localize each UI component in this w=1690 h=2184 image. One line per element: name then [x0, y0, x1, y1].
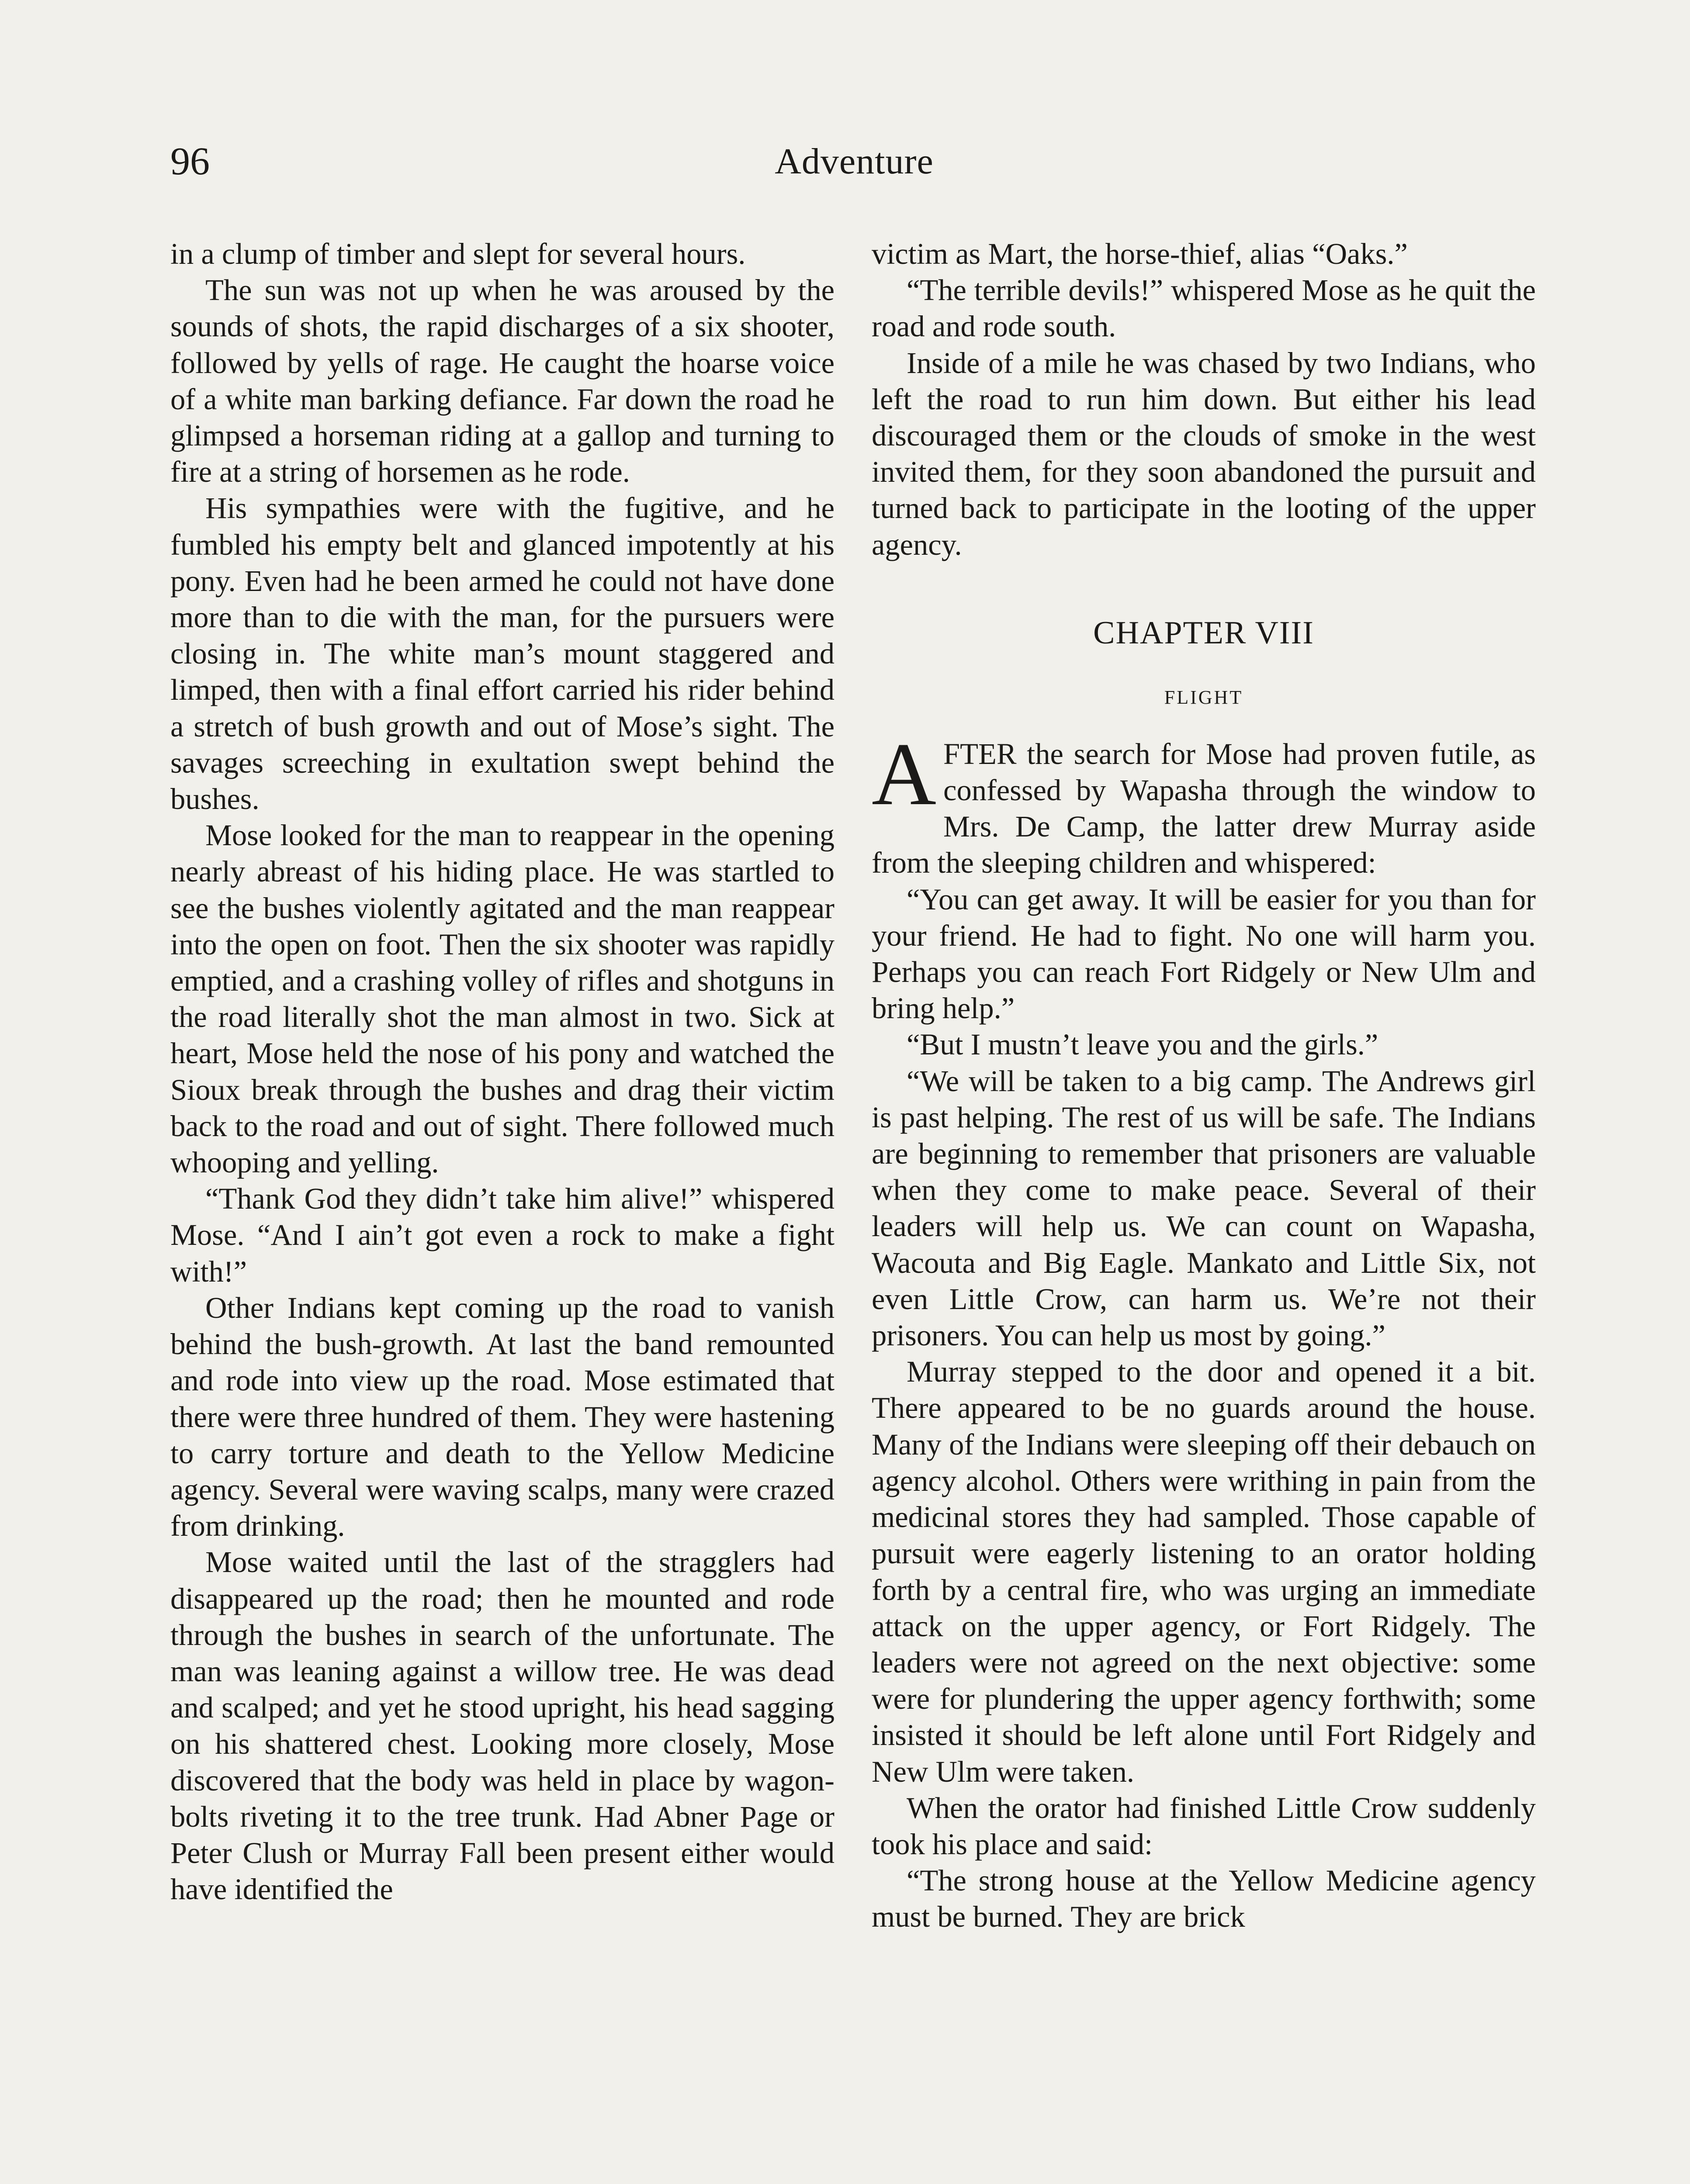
paragraph: Mose looked for the man to reappear in the opening nearly abreast of his hiding place. He was startled to see the bushes violently agitated and the man reappear into the open on foot. Then the six shooter was rapidly emptied, and a crashing volley of rifles and shotguns in the road literally shot the man almost in two. Sick at heart, Mose held the nose of his pony and watched the Sioux break through the bushes and drag their victim back to the road and out of sight. There followed much whooping and yelling. — [170, 819, 835, 1179]
paragraph: in a clump of timber and slept for several hours. — [170, 237, 746, 270]
paragraph: When the orator had finished Little Crow suddenly took his place and said: — [872, 1791, 1536, 1861]
chapter-heading: CHAPTER VIII — [1093, 615, 1314, 651]
opening-text: FTER the search for Mose had proven futile, as confessed by Wapasha through the window to Mrs. De Camp, the latter drew Murray aside from the sleeping children and whispered: — [872, 737, 1536, 880]
paragraph: The sun was not up when he was aroused by the sounds of shots, the rapid discharges of a six shooter, followed by yells of rage. He caught the hoarse voice of a white man barking defiance. Far down the road he glimpsed a horseman riding at a gallop and turning to fire at a string of horsemen as he rode. — [170, 273, 835, 489]
paragraph: “Thank God they didn’t take him alive!” whispered Mose. “And I ain’t got even a rock to make a fight with!” — [170, 1182, 835, 1288]
paragraph: victim as Mart, the horse-thief, alias “Oaks.” — [872, 237, 1408, 270]
chapter-subtitle: FLIGHT — [1164, 686, 1243, 708]
paragraph: “But I mustn’t leave you and the girls.” — [907, 1028, 1378, 1061]
chapter-opening-paragraph — [872, 724, 1536, 881]
paragraph: “The strong house at the Yellow Medicine agency must be burned. They are brick — [872, 1864, 1536, 1934]
paragraph: Inside of a mile he was chased by two Indians, who left the road to run him down. But either his lead discouraged them or the clouds of smoke in the west invited them, for they soon abandoned the pursuit and turned back to participate in the looting of the upper agency. — [872, 346, 1536, 561]
magazine-title: Adventure — [775, 141, 934, 182]
paragraph: His sympathies were with the fugitive, and he fumbled his empty belt and glanced impotently at his pony. Even had he been armed he could not have done more than to die with the man, for the pursuers were closing in. The white man’s mount staggered and limped, then with a final effort carried his rider behind a stretch of bush growth and out of Mose’s sight. The savages screeching in exultation swept behind the bushes. — [170, 491, 835, 816]
paragraph: “You can get away. It will be easier for you than for your friend. He had to fight. No one will harm you. Perhaps you can reach Fort Ridgely or New Ulm and bring help.” — [872, 882, 1536, 1025]
paragraph: “We will be taken to a big camp. The Andrews girl is past helping. The rest of us will be safe. The Indians are beginning to remember that prisoners are valuable when they come to make peace. Several of their leaders will help us. We can count on Wapasha, Wacouta and Big Eagle. Mankato and Little Six, not even Little Crow, can harm us. We’re not their prisoners. You can help us most by going.” — [872, 1064, 1536, 1352]
page-number: 96 — [170, 140, 210, 183]
paragraph: Mose waited until the last of the stragglers had disappeared up the road; then he mounted and rode through the bushes in search of the unfortunate. The man was leaning against a willow tree. He was dead and scalped; and yet he stood upright, his head sagging on his shattered chest. Looking more closely, Mose discovered that the body was held in place by wagon-bolts riveting it to the tree trunk. Had Abner Page or Peter Clush or Murray Fall been present either would have identified the — [170, 1545, 835, 1906]
drop-cap: A — [872, 724, 937, 824]
running-head — [170, 135, 1538, 197]
paragraph: “The terrible devils!” whispered Mose as he quit the road and rode south. — [872, 273, 1536, 343]
paragraph: Other Indians kept coming up the road to vanish behind the bush-growth. At last the band remounted and rode into view up the road. Mose estimated that there were three hundred of them. They were hastening to carry torture and death to the Yellow Medicine agency. Several were waving scalps, many were crazed from drinking. — [170, 1291, 835, 1543]
paragraph: Murray stepped to the door and opened it a bit. There appeared to be no guards around the house. Many of the Indians were sleeping off their debauch on agency alcohol. Others were writhing in pain from the medicinal stores they had sampled. Those capable of pursuit were eagerly listening to an orator holding forth by a central fire, who was urging an immediate attack on the upper agency, or Fort Ridgely. The leaders were not agreed on the next objective: some were for plundering the upper agency forthwith; some insisted it should be left alone until Fort Ridgely and New Ulm were taken. — [872, 1355, 1536, 1788]
right-column — [872, 236, 1536, 1935]
left-column — [170, 236, 835, 1908]
